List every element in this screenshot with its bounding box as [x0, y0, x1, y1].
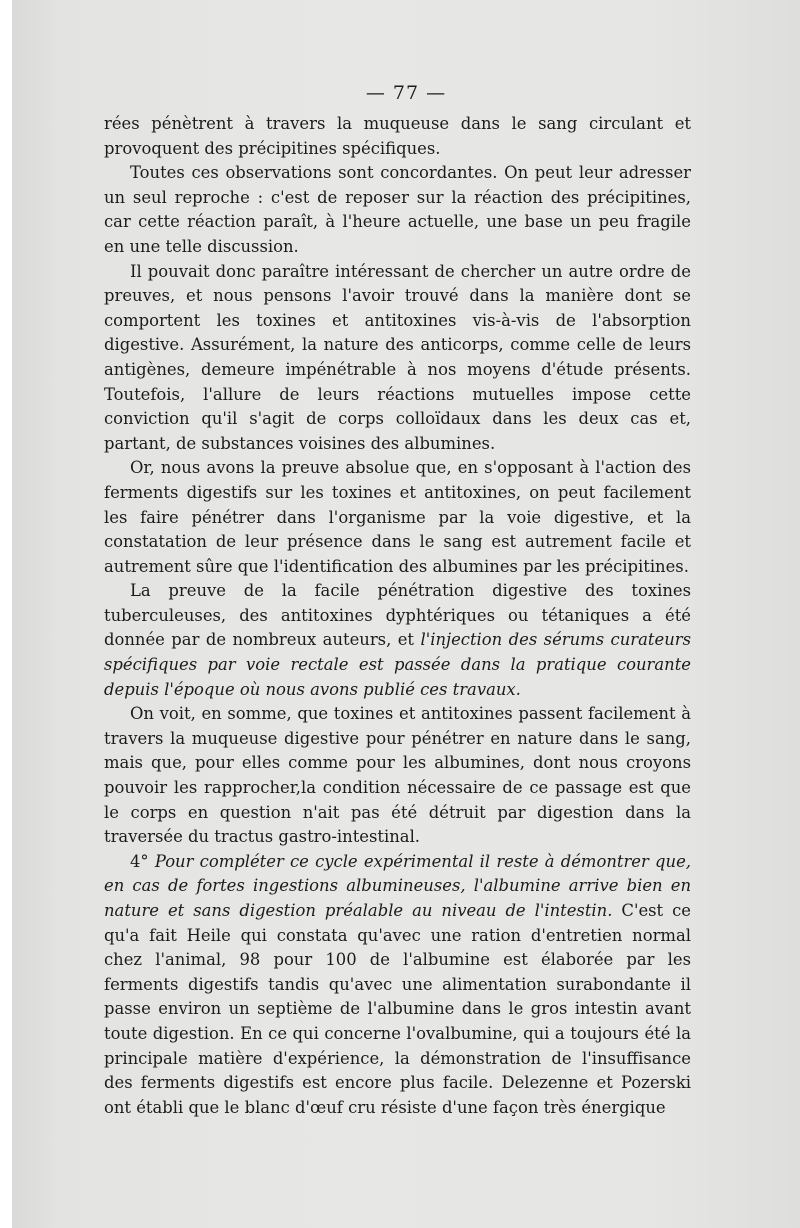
paragraph [104, 579, 691, 702]
page-number: — 77 — [365, 82, 447, 104]
paragraph-text: rées pénètrent à travers la muqueuse dans le sang circulant et provoquent des précipitines spécifiques. [104, 114, 691, 158]
paragraph [104, 850, 691, 1121]
body-text [104, 112, 691, 1120]
paragraph-italic-text: l'injection des sérums curateurs spécifiques par voie rectale est passée dans la pratique courante depuis l'époque où nous avons publié ces travaux. [104, 630, 691, 699]
paragraph-text: Il pouvait donc paraître intéressant de chercher un autre ordre de preuves, et nous pensons l'avoir trouvé dans la manière dont se comportent les toxines et antitoxines vis-à-vis de l'absorption digestive. Assurément, la nature des anticorps, comme celle de leurs antigènes, demeure impénétrable à nos moyens d'étude présents. Toutefois, l'allure de leurs réactions mutuelles impose cette conviction qu'il s'agit de corps colloïdaux dans les deux cas et, partant, de substances voisines des albumines. [104, 261, 691, 453]
paragraph-text: C'est ce qu'a fait Heile qui constata qu'avec une ration d'entretien normal chez l'animal, 98 pour 100 de l'albumine est élaborée par les ferments digestifs tandis qu'avec une alimentation surabondante il passe environ un septième de l'albumine dans le gros intestin avant toute digestion. En ce qui concerne l'ovalbumine, qui a toujours été la principale matière d'expérience, la démonstration de l'insuffisance des ferments digestifs est encore plus facile. Delezenne et Pozerski ont établi que le blanc d'œuf cru résiste d'une façon très énergique [104, 901, 691, 1117]
paragraph [104, 456, 691, 579]
paragraph [104, 112, 691, 161]
book-page [12, 0, 800, 1228]
section-number: 4° [130, 851, 155, 871]
paragraph [104, 161, 691, 259]
paragraph-text: La preuve de la facile pénétration digestive des toxines tuberculeuses, des antitoxines dyphtériques ou tétaniques a été donnée par de nombreux auteurs, et [104, 581, 691, 650]
paragraph [104, 702, 691, 850]
paragraph-text: Or, nous avons la preuve absolue que, en s'opposant à l'action des ferments digestifs sur les toxines et antitoxines, on peut facilement les faire pénétrer dans l'organisme par la voie digestive, et la constatation de leur présence dans le sang est autrement facile et autrement sûre que l'identification des albumines par les précipitines. [104, 458, 691, 576]
paragraph [104, 260, 691, 457]
paragraph-text: On voit, en somme, que toxines et antitoxines passent facilement à travers la muqueuse digestive pour pénétrer en nature dans le sang, mais que, pour elles comme pour les albumines, dont nous croyons pouvoir les rapprocher,la condition nécessaire de ce passage est que le corps en question n'ait pas été détruit par digestion dans la traversée du tractus gastro-intestinal. [104, 704, 691, 847]
paragraph-text: Toutes ces observations sont concordantes. On peut leur adresser un seul reproche : c'est de reposer sur la réaction des précipitines, car cette réaction paraît, à l'heure actuelle, une base un peu fragile en une telle discussion. [104, 163, 691, 256]
paragraph-italic-text: Pour compléter ce cycle expérimental il reste à démontrer que, en cas de fortes ingestions albumineuses, l'albumine arrive bien en nature et sans digestion préalable au niveau de l'intestin. [104, 851, 691, 920]
